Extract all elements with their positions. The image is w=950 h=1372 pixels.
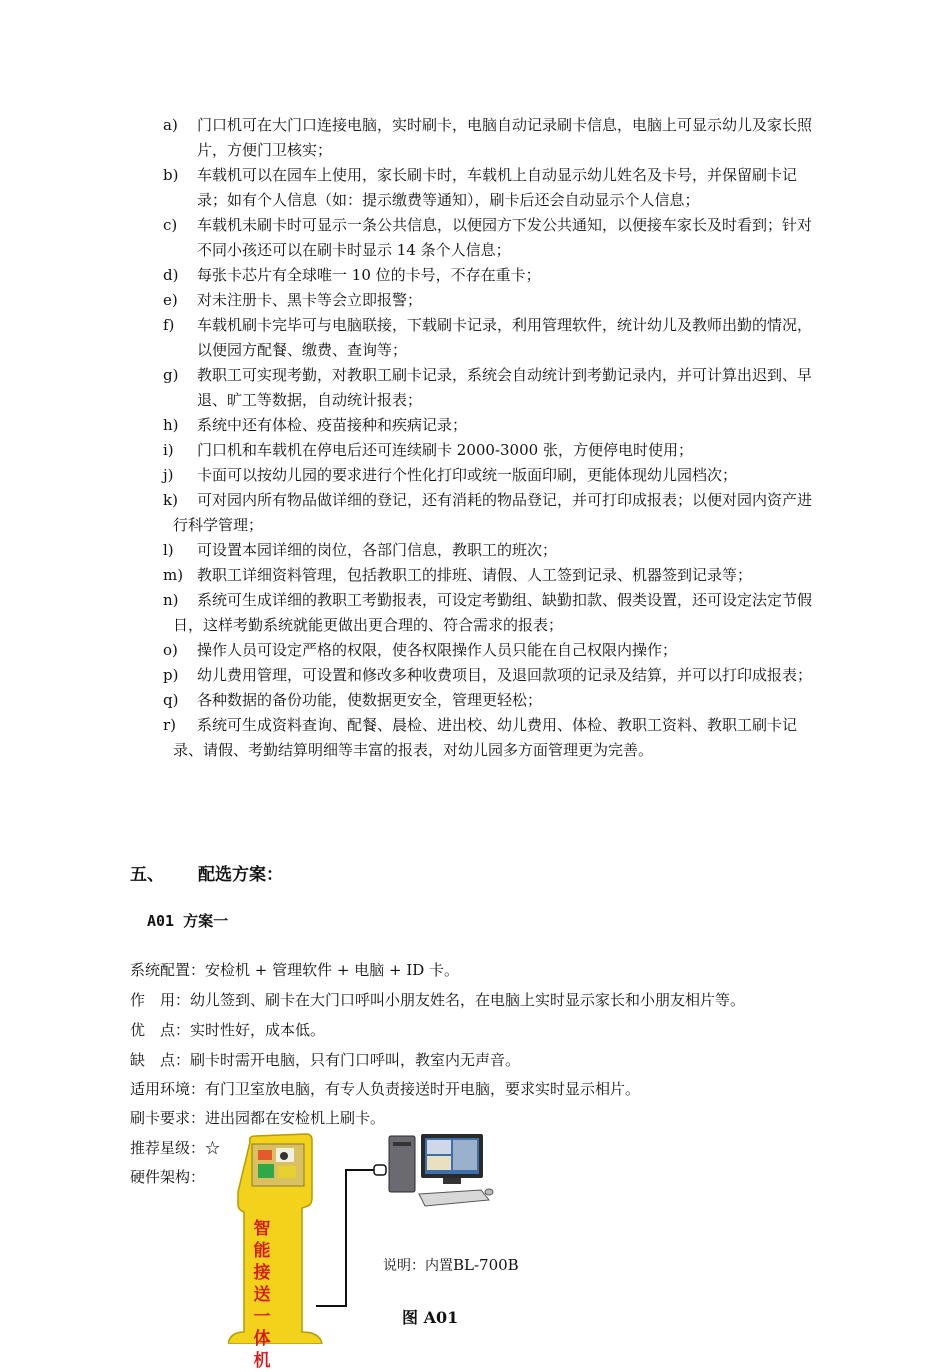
- config-line-system: 系统配置：安检机 + 管理软件 + 电脑 + ID 卡。: [130, 961, 460, 979]
- list-item: [163, 438, 813, 463]
- list-marker: p): [163, 666, 179, 684]
- computer-image: [385, 1130, 497, 1216]
- list-item: [163, 588, 813, 638]
- list-text: 每张卡芯片有全球唯一 10 位的卡号，不存在重卡；: [197, 266, 541, 284]
- list-marker: k): [163, 491, 178, 509]
- list-text: 车载机可以在园车上使用，家长刷卡时，车载机上自动显示幼儿姓名及卡号，并保留刷卡记录；如有个人信息（如：提示缴费等通知），刷卡后还会自动显示个人信息；: [197, 166, 798, 209]
- list-marker: j): [163, 466, 174, 484]
- list-item: [163, 163, 813, 213]
- list-item: [163, 288, 813, 313]
- config-line-disadvantage: 缺 点：刷卡时需开电脑，只有门口呼叫，教室内无声音。: [130, 1051, 521, 1069]
- list-item: [163, 313, 813, 363]
- list-marker: a): [163, 116, 178, 134]
- list-item: [163, 213, 813, 263]
- list-text: 系统可生成资料查询、配餐、晨检、进出校、幼儿费用、体检、教职工资料、教职工刷卡记录、请假、考勤结算明细等丰富的报表，对幼儿园多方面管理更为完善。: [173, 716, 798, 759]
- config-line-environment: 适用环境：有门卫室放电脑，有专人负责接送时开电脑，要求实时显示相片。: [130, 1080, 641, 1098]
- list-marker: m): [163, 566, 184, 584]
- kiosk-label-char: 接: [253, 1263, 271, 1283]
- list-text: 车载机未刷卡时可显示一条公共信息，以便园方下发公共通知，以便接车家长及时看到；针对不同小孩还可以在刷卡时显示 14 条个人信息；: [197, 216, 813, 259]
- list-marker: d): [163, 266, 179, 284]
- list-text: 卡面可以按幼儿园的要求进行个性化打印或统一版面印刷，更能体现幼儿园档次；: [197, 466, 738, 484]
- list-item: [163, 113, 813, 163]
- figure-caption: 图 A01: [402, 1308, 459, 1327]
- list-text: 可对园内所有物品做详细的登记，还有消耗的物品登记，并可打印成报表；以便对园内资产进行科学管理；: [173, 491, 813, 534]
- list-marker: n): [163, 591, 179, 609]
- config-line-function: 作 用：幼儿签到、刷卡在大门口呼叫小朋友姓名，在电脑上实时显示家长和小朋友相片等。: [130, 991, 746, 1009]
- kiosk-label-char: 体: [253, 1329, 271, 1349]
- kiosk-label-char: 能: [253, 1241, 271, 1261]
- list-item: [163, 638, 813, 663]
- list-marker: h): [163, 416, 179, 434]
- list-text: 门口机和车载机在停电后还可连续刷卡 2000-3000 张，方便停电时使用；: [197, 441, 693, 459]
- note-prefix: 说明：内置: [383, 1258, 453, 1274]
- list-marker: r): [163, 716, 177, 734]
- config-line-hardware: 硬件架构：: [130, 1168, 206, 1186]
- list-marker: q): [163, 691, 179, 709]
- list-marker: e): [163, 291, 178, 309]
- section-heading: [130, 860, 283, 885]
- section-number: 五、: [130, 865, 164, 885]
- list-marker: f): [163, 316, 175, 334]
- list-text: 操作人员可设定严格的权限，使各权限操作人员只能在自己权限内操作；: [197, 641, 678, 659]
- list-item: [163, 363, 813, 413]
- config-line-rating: 推荐星级：☆: [130, 1139, 221, 1157]
- kiosk-label-char: 送: [253, 1285, 271, 1305]
- list-text: 系统可生成详细的教职工考勤报表，可设定考勤组、缺勤扣款、假类设置，还可设定法定节假日，这样考勤系统就能更做出更合理的、符合需求的报表；: [173, 591, 813, 634]
- feature-list: [163, 113, 813, 763]
- list-item: [163, 463, 813, 488]
- list-text: 幼儿费用管理，可设置和修改多种收费项目，及退回款项的记录及结算，并可以打印成报表；: [197, 666, 813, 684]
- config-line-advantage: 优 点：实时性好，成本低。: [130, 1021, 326, 1039]
- list-item: [163, 488, 813, 538]
- list-item: [163, 413, 813, 438]
- note-model: BL-700B: [453, 1256, 519, 1274]
- list-marker: c): [163, 216, 178, 234]
- figure-note: [383, 1255, 519, 1275]
- list-item: [163, 663, 813, 688]
- scheme-title: A01 方案一: [147, 912, 229, 930]
- kiosk-label-char: 智: [253, 1219, 271, 1239]
- list-item: [163, 538, 813, 563]
- config-line-card-requirement: 刷卡要求：进出园都在安检机上刷卡。: [130, 1109, 386, 1127]
- list-text: 系统中还有体检、疫苗接种和疾病记录；: [197, 416, 468, 434]
- list-marker: b): [163, 166, 179, 184]
- list-text: 教职工可实现考勤，对教职工刷卡记录，系统会自动统计到考勤记录内，并可计算出迟到、早退、旷工等数据，自动统计报表；: [197, 366, 813, 409]
- list-item: [163, 563, 813, 588]
- list-marker: l): [163, 541, 174, 559]
- section-title: 配选方案：: [198, 865, 283, 885]
- kiosk-label-char: 一: [253, 1307, 271, 1327]
- list-text: 对未注册卡、黑卡等会立即报警；: [197, 291, 423, 309]
- list-text: 教职工详细资料管理，包括教职工的排班、请假、人工签到记录、机器签到记录等；: [197, 566, 753, 584]
- list-marker: i): [163, 441, 174, 459]
- list-text: 各种数据的备份功能，使数据更安全，管理更轻松；: [197, 691, 543, 709]
- kiosk-label-char: 机: [253, 1351, 271, 1371]
- list-marker: o): [163, 641, 178, 659]
- list-text: 门口机可在大门口连接电脑，实时刷卡，电脑自动记录刷卡信息，电脑上可显示幼儿及家长照片，方便门卫核实；: [197, 116, 813, 159]
- kiosk-label: [250, 1218, 274, 1372]
- list-text: 车载机刷卡完毕可与电脑联接，下载刷卡记录，利用管理软件，统计幼儿及教师出勤的情况，以便园方配餐、缴费、查询等；: [197, 316, 813, 359]
- list-item: [163, 713, 813, 763]
- list-marker: g): [163, 366, 179, 384]
- list-item: [163, 688, 813, 713]
- connection-cable: [310, 1160, 390, 1310]
- list-text: 可设置本园详细的岗位，各部门信息，教职工的班次；: [197, 541, 558, 559]
- list-item: [163, 263, 813, 288]
